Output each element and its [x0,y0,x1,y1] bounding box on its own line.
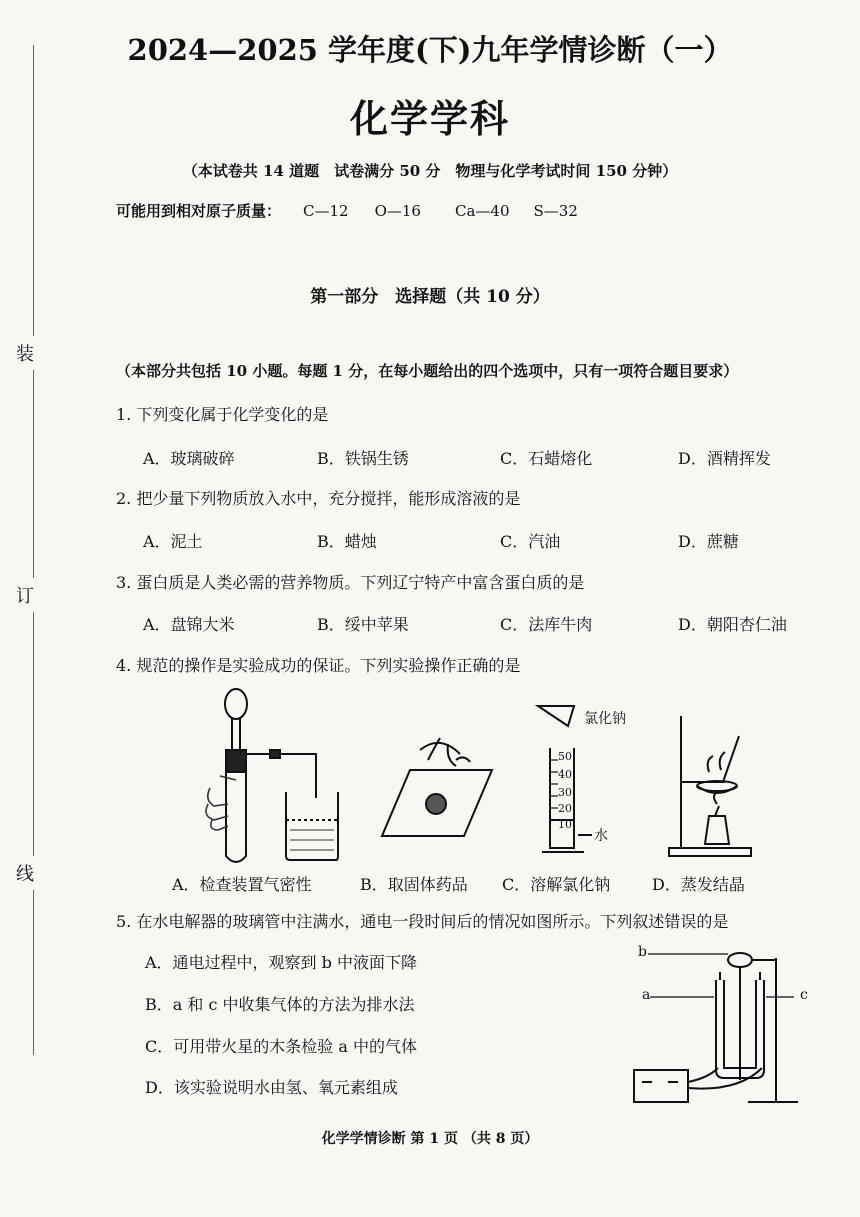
q4-option-a: A．检查装置气密性 [172,875,312,894]
electrolysis-label-a: a [642,987,651,1003]
q2-option-c: C．汽油 [500,532,561,551]
q2-option-a: A．泥土 [143,532,203,551]
cylinder-scale-50: 50 [558,750,572,763]
atomic-masses-label: 可能用到相对原子质量： [116,202,282,220]
airtightness-check-figure [200,680,340,870]
q5-option-a: A．通电过程中，观察到 b 中液面下降 [145,953,417,972]
q3-option-d: D．朝阳杏仁油 [678,615,787,634]
section-instructions: （本部分共包括 10 小题。每题 1 分，在每小题给出的四个选项中，只有一项符合题目要求） [116,362,739,380]
binding-line [33,45,34,1055]
atomic-mass-o: O—16 [374,202,421,220]
evaporation-figure [665,712,755,860]
page-footer: 化学学情诊断 第 1 页 （共 8 页） [321,1131,539,1147]
binding-mark-zhuang: 装 [16,336,34,370]
question-number: 1. [116,405,132,424]
question-stem: 在水电解器的玻璃管中注满水，通电一段时间后的情况如图所示。下列叙述错误的是 [136,912,729,931]
cylinder-scale-30: 30 [558,786,572,799]
question-stem: 把少量下列物质放入水中，充分搅拌，能形成溶液的是 [136,489,521,508]
q1-option-d: D．酒精挥发 [678,449,771,468]
question-stem: 蛋白质是人类必需的营养物质。下列辽宁特产中富含蛋白质的是 [136,573,585,592]
cylinder-scale-20: 20 [558,802,572,815]
question-stem: 下列变化属于化学变化的是 [136,405,329,424]
q4-option-c: C．溶解氯化钠 [502,875,611,894]
take-solid-figure [380,730,500,850]
q1-option-c: C．石蜡熔化 [500,449,593,468]
subject-title: 化学学科 [349,96,510,141]
nacl-label: 氯化钠 [584,711,626,727]
atomic-masses [116,200,578,221]
q2-option-d: D．蔗糖 [678,532,739,551]
question-number: 3. [116,573,132,592]
atomic-mass-ca: Ca—40 [454,202,510,220]
electrolysis-figure [628,942,818,1112]
electrolysis-label-c: c [800,987,808,1003]
q4-option-b: B．取固体药品 [360,875,468,894]
section-title: 第一部分 选择题（共 10 分） [310,287,550,307]
q3-option-c: C．法库牛肉 [500,615,593,634]
q3-option-a: A．盘锦大米 [143,615,235,634]
question-1 [116,402,328,425]
question-stem: 规范的操作是实验成功的保证。下列实验操作正确的是 [136,656,521,675]
question-number: 2. [116,489,132,508]
question-2 [116,486,520,509]
binding-mark-ding: 订 [16,578,34,612]
q2-option-b: B．蜡烛 [317,532,377,551]
question-3 [116,570,584,593]
atomic-mass-c: C—12 [303,202,349,220]
water-label: 水 [594,828,608,844]
q5-option-c: C．可用带火星的木条检验 a 中的气体 [145,1037,417,1056]
cylinder-scale-10: 10 [558,818,572,831]
q1-option-a: A．玻璃破碎 [143,449,235,468]
q3-option-b: B．绥中苹果 [317,615,409,634]
exam-info: （本试卷共 14 道题 试卷满分 50 分 物理与化学考试时间 150 分钟） [182,162,678,180]
q4-option-d: D．蒸发结晶 [652,875,745,894]
q1-option-b: B．铁锅生锈 [317,449,409,468]
binding-mark-xian: 线 [16,856,34,890]
question-number: 5. [116,912,132,931]
exam-title: 2024—2025 学年度(下)九年学情诊断（一） [127,33,733,67]
atomic-mass-s: S—32 [533,202,578,220]
q5-option-b: B．a 和 c 中收集气体的方法为排水法 [145,995,415,1014]
question-4 [116,653,520,676]
question-5 [116,909,728,932]
electrolysis-label-b: b [638,944,647,960]
question-number: 4. [116,656,132,675]
cylinder-scale-40: 40 [558,768,572,781]
q5-option-d: D．该实验说明水由氢、氧元素组成 [145,1078,398,1097]
